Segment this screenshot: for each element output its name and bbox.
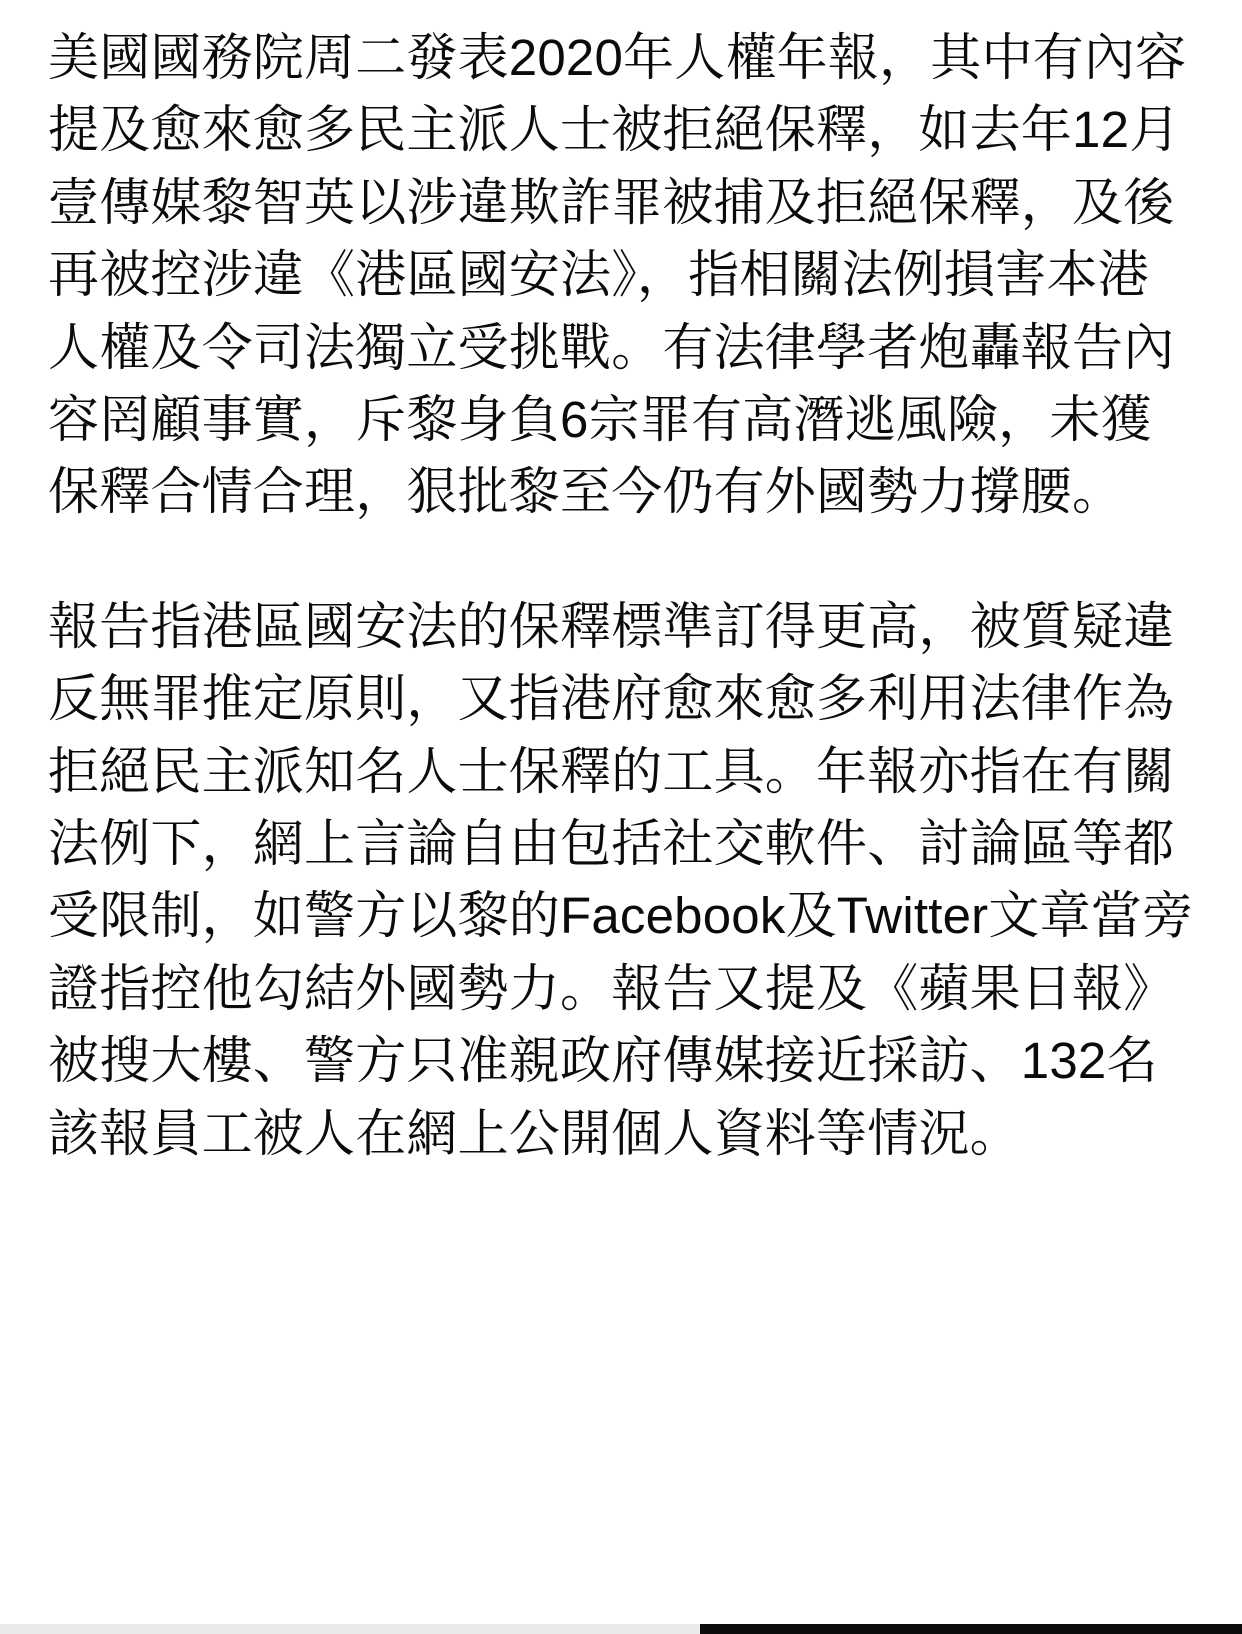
progress-indicator — [700, 1624, 1242, 1634]
article-body — [48, 22, 1194, 1170]
bottom-progress-bar — [0, 1620, 1242, 1634]
article-paragraph-1: 美國國務院周二發表2020年人權年報，其中有內容提及愈來愈多民主派人士被拒絕保釋，如去年12月壹傳媒黎智英以涉違欺詐罪被捕及拒絕保釋，及後再被控涉違《港區國安法》，指相關法例損害本港人權及令司法獨立受挑戰。有法律學者炮轟報告內容罔顧事實，斥黎身負6宗罪有高潛逃風險，未獲保釋合情合理，狠批黎至今仍有外國勢力撐腰。 — [48, 29, 1187, 521]
progress-track — [0, 1624, 700, 1634]
article-paragraph-2: 報告指港區國安法的保釋標準訂得更高，被質疑違反無罪推定原則，又指港府愈來愈多利用法律作為拒絕民主派知名人士保釋的工具。年報亦指在有關法例下，網上言論自由包括社交軟件、討論區等都受限制，如警方以黎的Facebook及Twitter文章當旁證指控他勾結外國勢力。報告又提及《蘋果日報》被搜大樓、警方只准親政府傳媒接近採訪、132名該報員工被人在網上公開個人資料等情況。 — [48, 597, 1194, 1162]
